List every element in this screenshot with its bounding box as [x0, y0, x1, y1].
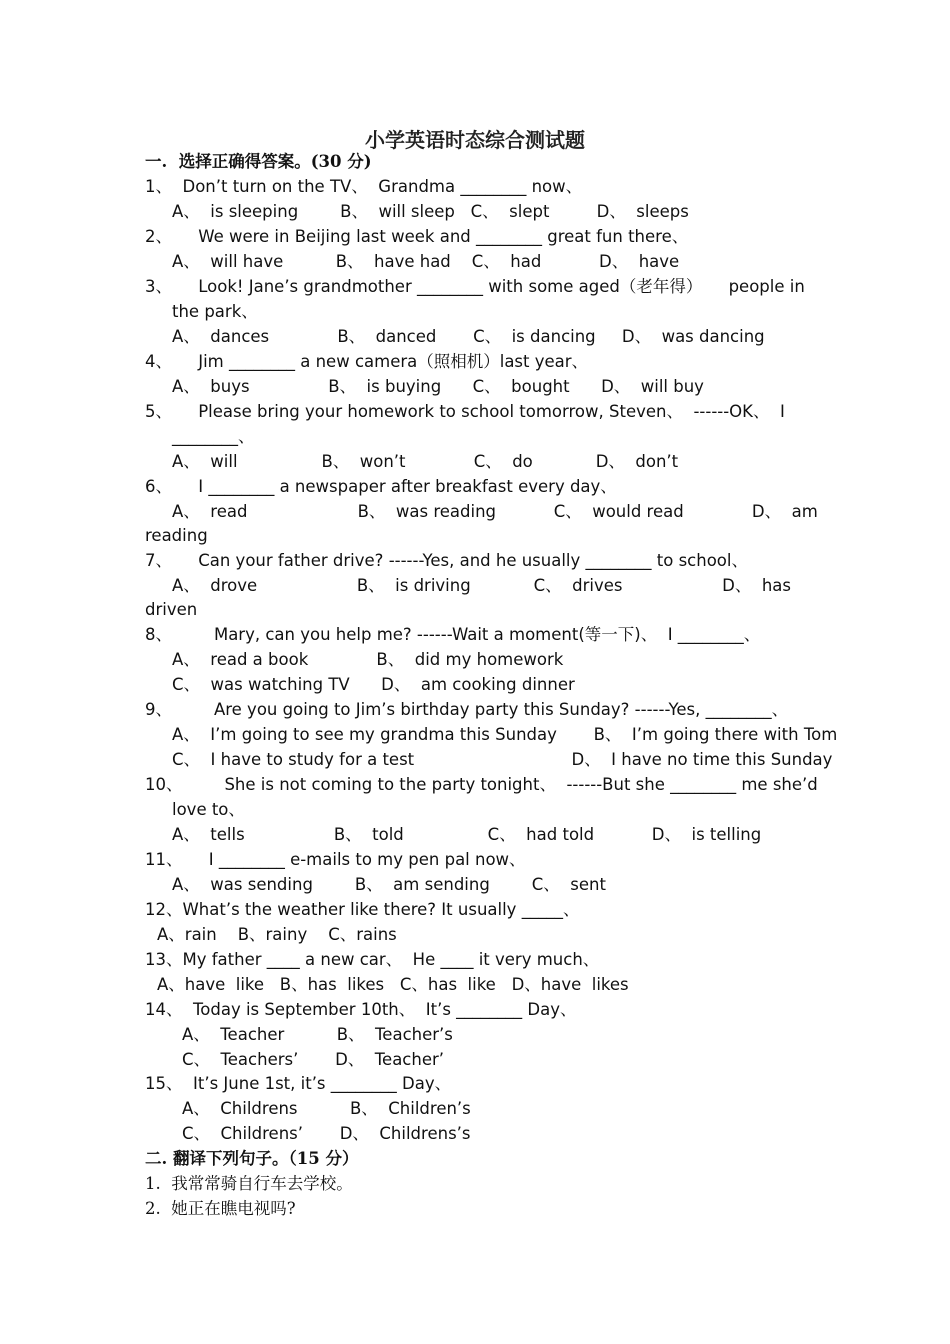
question-12: 12、What’s the weather like there? It usually _____、 [145, 900, 580, 919]
question-11-options: A、 was sending B、 am sending C、 sent [172, 875, 606, 894]
question-7: 7、 Can your father drive? ------Yes, and he usually ________ to school、 [145, 551, 748, 570]
question-13: 13、My father ____ a new car、 He ____ it very much、 [145, 950, 600, 969]
question-14-options-row-1: A、 Teacher B、 Teacher’s [182, 1025, 453, 1044]
question-5-continued: ________、 [172, 427, 255, 446]
question-8: 8、 Mary, can you help me? ------Wait a moment(等一下)、 I ________、 [145, 625, 761, 644]
question-6-options-continued: reading [145, 526, 208, 545]
question-14: 14、 Today is September 10th、 It’s ________ Day、 [145, 1000, 577, 1019]
translation-sentence-1: 1. 我常常骑自行车去学校。 [145, 1174, 353, 1193]
question-3-continued: the park、 [172, 302, 258, 321]
question-9-options-row-2: C、 I have to study for a test D、 I have no time this Sunday [172, 750, 833, 769]
translation-sentence-2: 2. 她正在瞧电视吗? [145, 1199, 296, 1218]
section-2-heading: 二. 翻译下列句子。（15 分） [145, 1149, 359, 1168]
question-4-options: A、 buys B、 is buying C、 bought D、 will buy [172, 377, 704, 396]
question-1: 1、 Don’t turn on the TV、 Grandma ________ now、 [145, 177, 583, 196]
question-13-options: A、have like B、has likes C、has like D、have likes [157, 975, 629, 994]
question-8-options-row-1: A、 read a book B、 did my homework [172, 650, 564, 669]
question-3-options: A、 dances B、 danced C、 is dancing D、 was dancing [172, 327, 765, 346]
question-3: 3、 Look! Jane’s grandmother ________ with some aged（老年得） people in [145, 277, 805, 296]
question-15-options-row-2: C、 Childrens’ D、 Childrens’s [182, 1124, 471, 1143]
question-9: 9、 Are you going to Jim’s birthday party this Sunday? ------Yes, ________、 [145, 700, 789, 719]
question-7-options-continued: driven [145, 600, 198, 619]
question-10-continued: love to、 [172, 800, 245, 819]
question-8-options-row-2: C、 was watching TV D、 am cooking dinner [172, 675, 575, 694]
question-1-options: A、 is sleeping B、 will sleep C、 slept D、 sleeps [172, 202, 689, 221]
question-6: 6、 I ________ a newspaper after breakfast every day、 [145, 477, 617, 496]
question-6-options: A、 read B、 was reading C、 would read D、 am [172, 502, 818, 521]
page-title: 小学英语时态综合测试题 [365, 128, 585, 152]
question-2: 2、 We were in Beijing last week and ________ great fun there、 [145, 227, 689, 246]
question-7-options: A、 drove B、 is driving C、 drives D、 has [172, 576, 792, 595]
section-1-heading: 一. 选择正确得答案。(30 分) [145, 152, 372, 171]
question-14-options-row-2: C、 Teachers’ D、 Teacher’ [182, 1050, 445, 1069]
question-10: 10、 She is not coming to the party tonight、 ------But she ________ me she’d [145, 775, 818, 794]
question-12-options: A、rain B、rainy C、rains [157, 925, 397, 944]
question-5: 5、 Please bring your homework to school tomorrow, Steven、 ------OK、 I [145, 402, 785, 421]
question-5-options: A、 will B、 won’t C、 do D、 don’t [172, 452, 679, 471]
question-15: 15、 It’s June 1st, it’s ________ Day、 [145, 1074, 452, 1093]
question-9-options-row-1: A、 I’m going to see my grandma this Sunday B、 I’m going there with Tom [172, 725, 838, 744]
question-4: 4、 Jim ________ a new camera（照相机）last year、 [145, 352, 589, 371]
question-11: 11、 I ________ e-mails to my pen pal now、 [145, 850, 526, 869]
question-15-options-row-1: A、 Childrens B、 Children’s [182, 1099, 471, 1118]
question-10-options: A、 tells B、 told C、 had told D、 is telling [172, 825, 762, 844]
question-2-options: A、 will have B、 have had C、 had D、 have [172, 252, 680, 271]
